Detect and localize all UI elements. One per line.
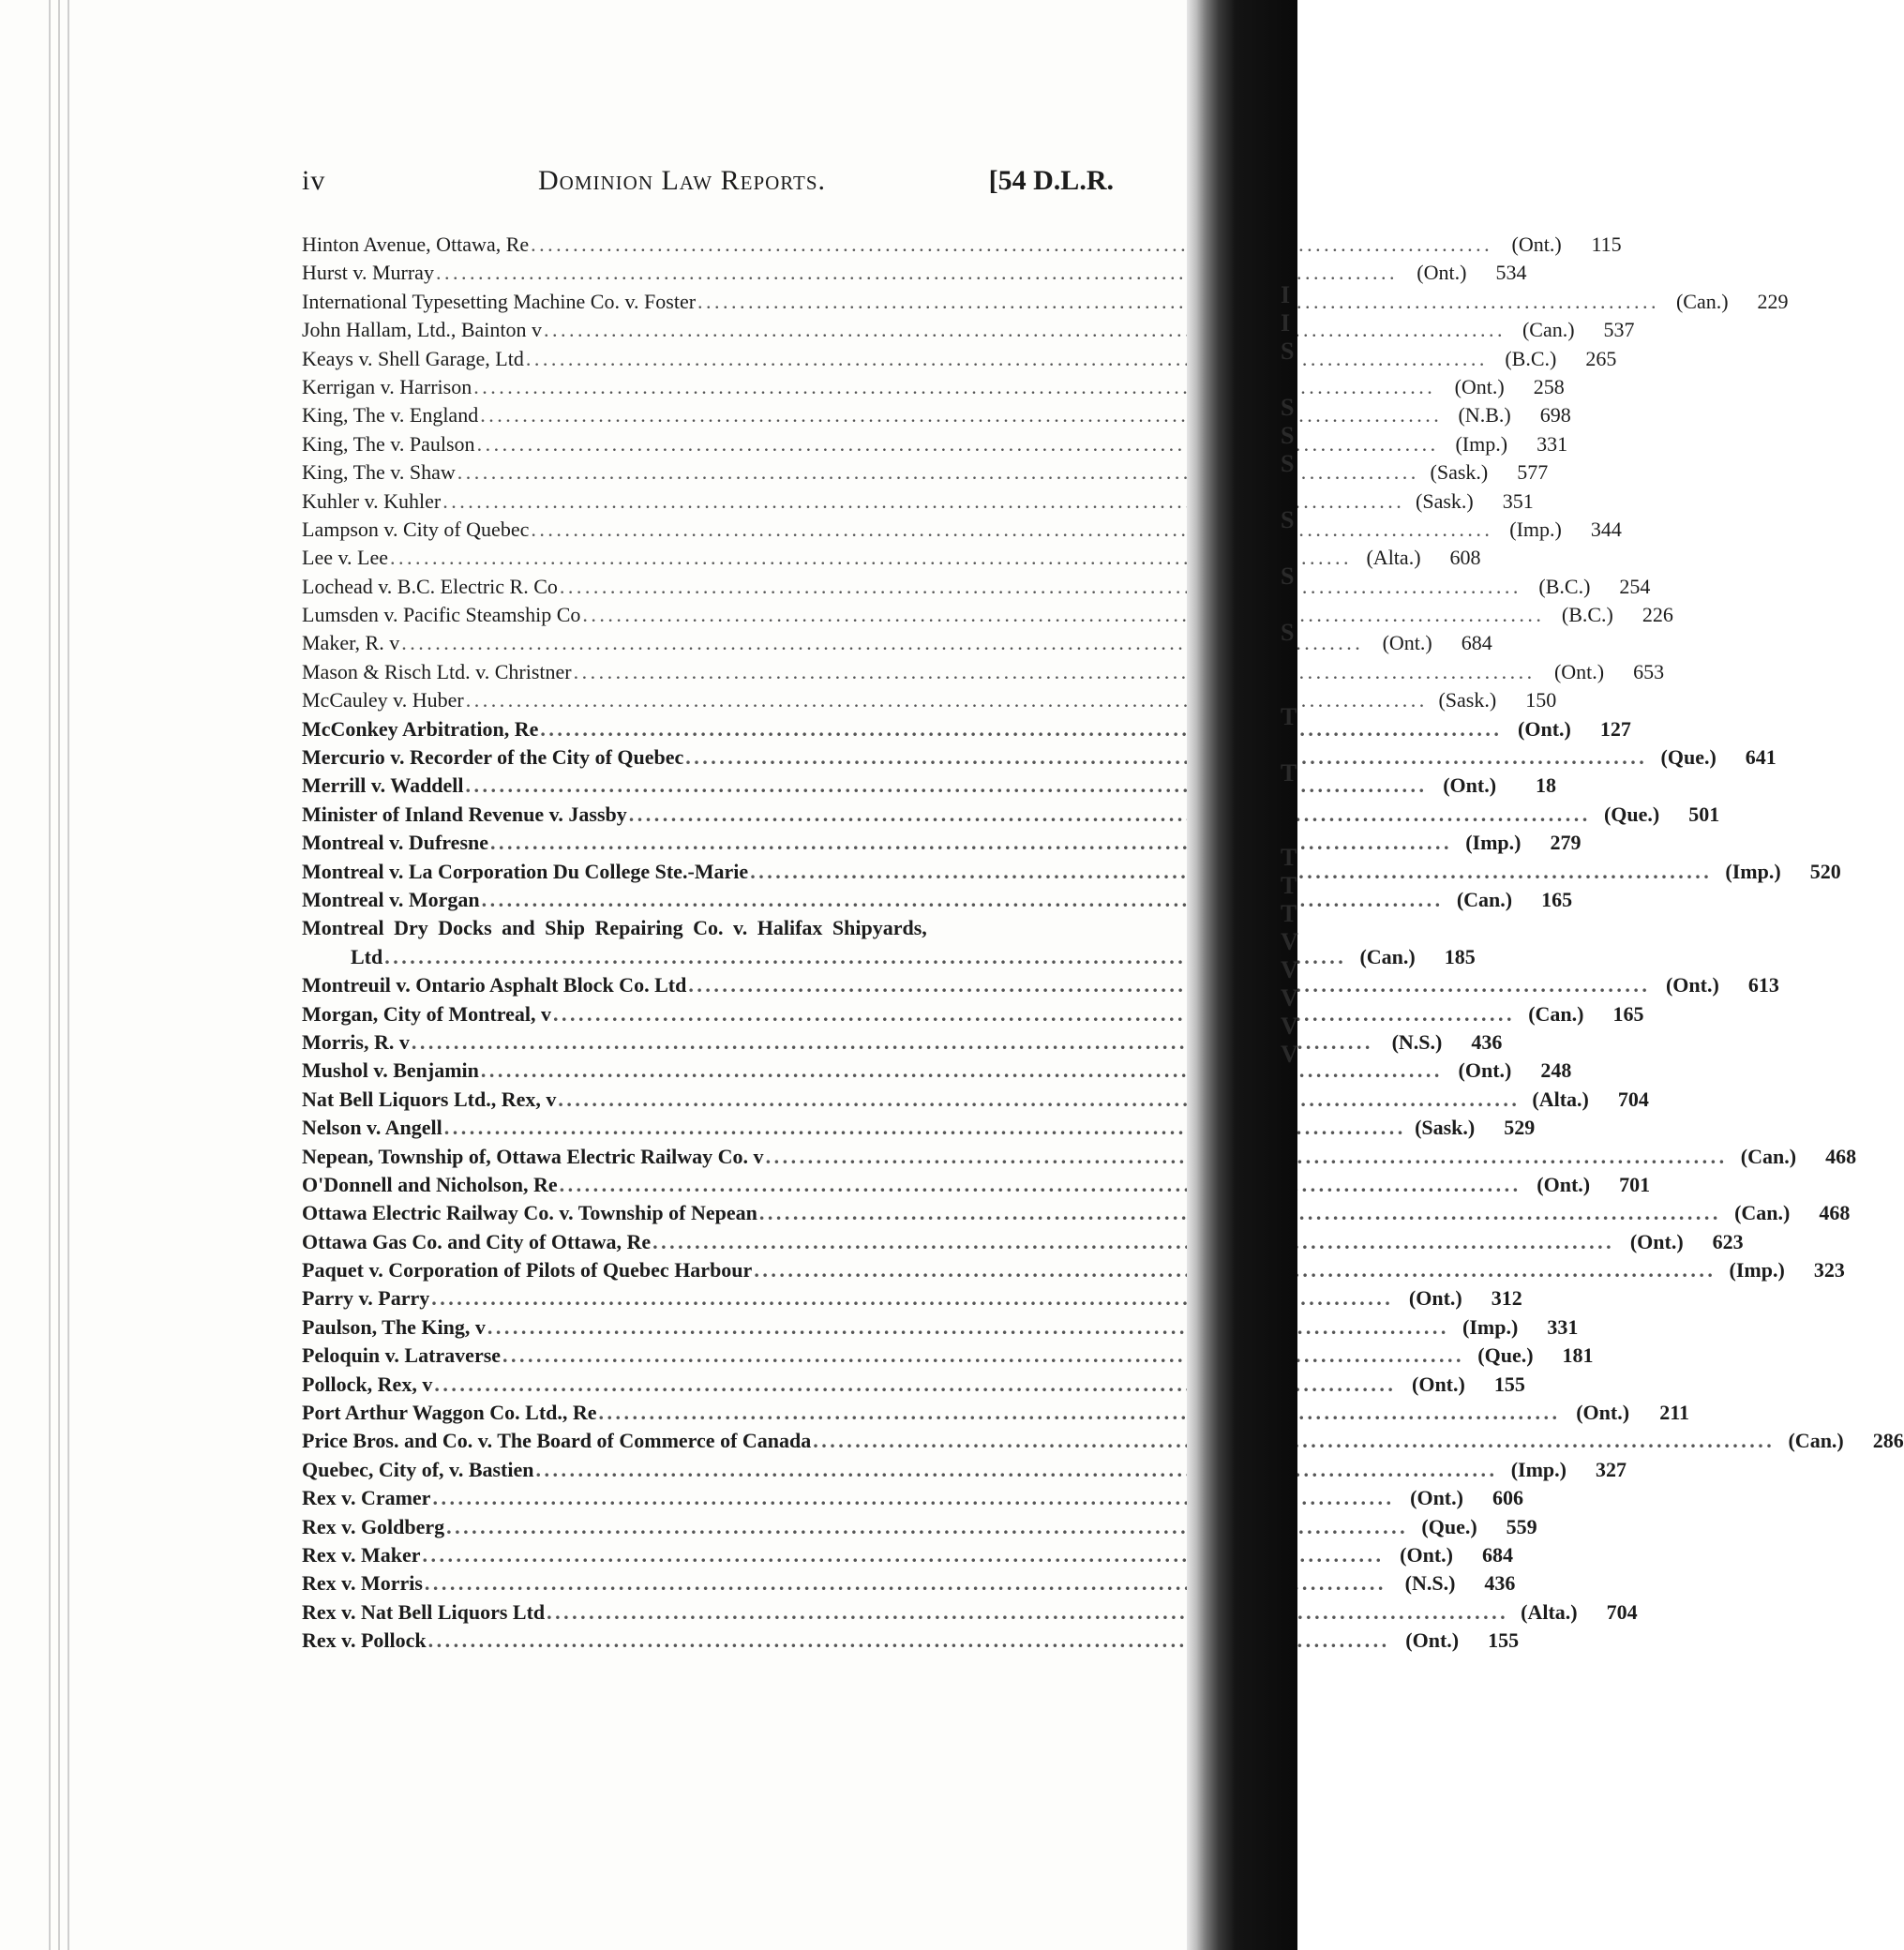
court-abbreviation: (B.C.) (1505, 346, 1557, 370)
dot-leader (688, 971, 1646, 999)
case-name: Rex v. Nat Bell Liquors Ltd (302, 1599, 546, 1624)
case-name: Montreal v. La Corporation Du College Ste.-Marie (302, 859, 749, 883)
court-abbreviation: (Ont.) (1405, 1628, 1460, 1653)
case-name: Ottawa Gas Co. and City of Ottawa, Re (302, 1229, 652, 1253)
index-entry (302, 516, 1622, 544)
page-number: 254 (1619, 574, 1651, 598)
index-entry (302, 458, 1549, 487)
court-abbreviation: (Que.) (1660, 745, 1717, 770)
index-entry (302, 401, 1571, 429)
scan-margin-line (49, 0, 51, 1950)
bleed-letter: S (1281, 450, 1295, 477)
bleed-letter: S (1281, 338, 1295, 365)
page-number: 248 (1540, 1058, 1572, 1083)
bleed-letter: V (1281, 1041, 1298, 1068)
table-of-cases (302, 231, 1904, 1656)
page-number: 436 (1471, 1029, 1503, 1054)
page-number: 501 (1688, 802, 1720, 826)
dot-leader (685, 743, 1643, 772)
court-abbreviation: (N.S.) (1391, 1029, 1443, 1054)
page-number: 653 (1633, 659, 1665, 683)
index-entry (302, 858, 1841, 886)
page-number: 436 (1484, 1571, 1516, 1596)
court-abbreviation: (Ont.) (1537, 1172, 1591, 1196)
court-abbreviation: (Ont.) (1417, 261, 1467, 285)
index-entry (302, 1086, 1649, 1114)
court-abbreviation: (B.C.) (1561, 603, 1613, 627)
case-name: Nelson v. Angell (302, 1116, 442, 1140)
dot-leader (558, 1086, 1516, 1114)
court-abbreviation: (Ont.) (1412, 1372, 1465, 1396)
page-number: 127 (1599, 716, 1631, 741)
case-name: Montreal Dry Docks and Ship Repairing Co. v. Halifax Shipyards, (302, 916, 927, 940)
index-entry (302, 943, 1476, 971)
index-entry (302, 345, 1617, 373)
page-number: 165 (1612, 1001, 1644, 1026)
bleed-letter: S (1281, 422, 1295, 449)
page-number: 613 (1747, 973, 1779, 998)
case-name: Port Arthur Waggon Co. Ltd., Re (302, 1401, 597, 1425)
page-number: 331 (1547, 1314, 1579, 1339)
dot-leader (490, 829, 1448, 857)
court-abbreviation: (Que.) (1603, 802, 1660, 826)
page-number: 537 (1603, 318, 1635, 342)
case-name: Rex v. Morris (302, 1571, 423, 1596)
index-entry (302, 1427, 1904, 1455)
case-name: Pollock, Rex, v (302, 1372, 433, 1396)
index-entry (302, 743, 1777, 772)
case-name: King, The v. Paulson (302, 431, 475, 456)
court-abbreviation: (Sask.) (1416, 488, 1474, 513)
page-number: 606 (1492, 1486, 1523, 1510)
court-abbreviation: (N.S.) (1404, 1571, 1456, 1596)
bleed-letter: S (1281, 394, 1295, 421)
case-name: Paquet v. Corporation of Pilots of Quebec Harbour (302, 1258, 753, 1282)
case-name: McCauley v. Huber (302, 688, 464, 712)
page-number: 165 (1541, 887, 1573, 911)
court-abbreviation: (Ont.) (1443, 773, 1497, 798)
index-entry (302, 1541, 1513, 1569)
court-abbreviation: (Can.) (1522, 318, 1575, 342)
court-abbreviation: (Sask.) (1438, 688, 1497, 712)
case-name: Quebec, City of, v. Bastien (302, 1457, 534, 1481)
page-number: 701 (1619, 1172, 1651, 1196)
case-name: Kerrigan v. Harrison (302, 374, 472, 398)
journal-title: Dominion Law Reports. (538, 165, 827, 196)
case-name: Morris, R. v (302, 1029, 410, 1054)
court-abbreviation: (Ont.) (1511, 232, 1562, 256)
running-head (302, 165, 1114, 202)
page-number: 150 (1525, 688, 1557, 712)
court-abbreviation: (Can.) (1734, 1201, 1791, 1225)
case-name: Lampson v. City of Quebec (302, 517, 530, 541)
court-abbreviation: (Imp.) (1465, 831, 1522, 855)
volume-reference: [54 D.L.R. (988, 165, 1114, 196)
court-abbreviation: (Ont.) (1410, 1486, 1463, 1510)
case-name: Ltd (351, 944, 383, 968)
bleed-letter: T (1281, 759, 1297, 787)
dot-leader (526, 345, 1484, 373)
page-number: 704 (1617, 1087, 1649, 1111)
bleed-letter: T (1281, 844, 1297, 871)
case-name: Peloquin v. Latraverse (302, 1343, 502, 1368)
index-entry (302, 488, 1534, 516)
page-number: 18 (1536, 773, 1557, 798)
case-name: Hurst v. Murray (302, 261, 434, 285)
case-name: King, The v. Shaw (302, 460, 456, 485)
page-number: 258 (1533, 374, 1565, 398)
court-abbreviation: (N.B.) (1458, 403, 1511, 428)
court-abbreviation: (Sask.) (1430, 460, 1489, 485)
index-entry (302, 1513, 1537, 1541)
court-abbreviation: (Ont.) (1576, 1401, 1630, 1425)
index-entry (302, 1598, 1638, 1627)
case-name: Lee v. Lee (302, 546, 389, 570)
index-entry (302, 1143, 1857, 1171)
page-number: 468 (1819, 1201, 1851, 1225)
court-abbreviation: (Que.) (1477, 1343, 1534, 1368)
page-number: 698 (1539, 403, 1571, 428)
case-name: Mushol v. Benjamin (302, 1058, 479, 1083)
court-abbreviation: (Can.) (1675, 289, 1729, 313)
index-entry (302, 1284, 1522, 1312)
dot-leader (574, 658, 1532, 686)
index-entry (302, 1456, 1627, 1484)
case-name: John Hallam, Ltd., Bainton v (302, 318, 543, 342)
dot-leader (487, 1313, 1446, 1342)
court-abbreviation: (Ont.) (1665, 973, 1719, 998)
court-abbreviation: (Alta.) (1521, 1599, 1578, 1624)
court-abbreviation: (Can.) (1528, 1001, 1584, 1026)
index-entry (302, 801, 1720, 829)
case-name: Nat Bell Liquors Ltd., Rex, v (302, 1087, 557, 1111)
case-name: Keays v. Shell Garage, Ltd (302, 346, 524, 370)
index-entry (302, 658, 1665, 686)
scan-margin-line (58, 0, 60, 1950)
page-number: 344 (1590, 517, 1622, 541)
page-number: 577 (1517, 460, 1549, 485)
bleed-letter: S (1281, 506, 1295, 533)
court-abbreviation: (Can.) (1788, 1429, 1844, 1453)
index-entry (302, 1057, 1572, 1085)
index-entry (302, 573, 1651, 601)
bleed-letter: T (1281, 703, 1297, 730)
page-number: 623 (1712, 1229, 1744, 1253)
court-abbreviation: (Ont.) (1553, 659, 1605, 683)
dot-leader (547, 1598, 1505, 1627)
index-entry (302, 1114, 1536, 1142)
index-entry (302, 686, 1557, 714)
case-name: Parry v. Parry (302, 1286, 430, 1311)
case-name: King, The v. England (302, 403, 479, 428)
page-number: 327 (1596, 1457, 1627, 1481)
case-name: International Typesetting Machine Co. v. Foster (302, 289, 697, 313)
page-number: 155 (1488, 1628, 1520, 1653)
page-number: 351 (1502, 488, 1534, 513)
case-name: Morgan, City of Montreal, v (302, 1001, 551, 1026)
index-entry (302, 772, 1557, 800)
case-name: Rex v. Pollock (302, 1628, 427, 1653)
case-name: Minister of Inland Revenue v. Jassby (302, 802, 627, 826)
bleed-letter: V (1281, 984, 1298, 1012)
court-abbreviation: (Ont.) (1518, 716, 1571, 741)
court-abbreviation: (Ont.) (1400, 1542, 1453, 1567)
court-abbreviation: (B.C.) (1538, 574, 1591, 598)
bleed-letter: I (1281, 309, 1291, 337)
bleed-letter: S (1281, 562, 1295, 590)
case-name: Ottawa Electric Railway Co. v. Township of Nepean (302, 1201, 757, 1225)
case-name: Montreal v. Dufresne (302, 831, 488, 855)
index-entry (302, 886, 1573, 914)
dot-leader (553, 1000, 1511, 1028)
index-entry (302, 601, 1673, 629)
index-entry (302, 1569, 1516, 1598)
case-name: McConkey Arbitration, Re (302, 716, 539, 741)
court-abbreviation: (Imp.) (1510, 1457, 1567, 1481)
index-entry (302, 316, 1635, 344)
page-number: 331 (1537, 431, 1568, 456)
index-entry (302, 1199, 1851, 1227)
dot-leader (599, 1399, 1557, 1427)
bleed-letter: I (1281, 281, 1291, 308)
case-name: Paulson, The King, v (302, 1314, 486, 1339)
page-folio: iv (302, 165, 326, 196)
index-entry (302, 1484, 1523, 1512)
court-abbreviation: (Ont.) (1629, 1229, 1684, 1253)
dot-leader (544, 316, 1502, 344)
index-entry (302, 1000, 1644, 1028)
court-abbreviation: (Imp.) (1455, 431, 1508, 456)
case-name: O'Donnell and Nicholson, Re (302, 1172, 558, 1196)
index-entry (302, 231, 1622, 259)
index-entry (302, 914, 1114, 942)
bleed-letter: V (1281, 928, 1298, 955)
index-entry (302, 1171, 1651, 1199)
court-abbreviation: (Imp.) (1725, 859, 1781, 883)
page-number: 226 (1642, 603, 1673, 627)
court-abbreviation: (Imp.) (1509, 517, 1562, 541)
index-entry (302, 629, 1492, 657)
scan-margin-line (67, 0, 69, 1950)
bleed-letter: V (1281, 956, 1298, 983)
court-abbreviation: (Can.) (1456, 887, 1513, 911)
page-number: 323 (1813, 1258, 1845, 1282)
index-entry (302, 1256, 1845, 1284)
index-entry (302, 544, 1481, 572)
page-number: 155 (1493, 1372, 1525, 1396)
court-abbreviation: (Sask.) (1415, 1116, 1476, 1140)
case-name: Price Bros. and Co. v. The Board of Commerce of Canada (302, 1429, 812, 1453)
court-abbreviation: (Que.) (1421, 1514, 1477, 1538)
court-abbreviation: (Ont.) (1408, 1286, 1462, 1311)
page-number: 211 (1659, 1401, 1690, 1425)
court-abbreviation: (Ont.) (1458, 1058, 1512, 1083)
bleed-letter: T (1281, 872, 1297, 899)
case-name: Nepean, Township of, Ottawa Electric Railway Co. v (302, 1144, 764, 1168)
court-abbreviation: (Alta.) (1366, 546, 1421, 570)
court-abbreviation: (Ont.) (1454, 374, 1505, 398)
bleed-letter: T (1281, 900, 1297, 927)
page-number: 704 (1606, 1599, 1638, 1624)
page-number: 115 (1591, 232, 1622, 256)
dot-leader (582, 601, 1540, 629)
case-name: Maker, R. v (302, 631, 400, 655)
case-name: Kuhler v. Kuhler (302, 488, 442, 513)
dot-leader (540, 715, 1498, 743)
page-number: 312 (1491, 1286, 1522, 1311)
page-number: 286 (1872, 1429, 1904, 1453)
index-entry (302, 259, 1527, 287)
page-number: 641 (1745, 745, 1777, 770)
page-number: 520 (1809, 859, 1841, 883)
index-entry (302, 430, 1568, 458)
dot-leader (531, 516, 1489, 544)
page-number: 684 (1481, 1542, 1513, 1567)
court-abbreviation: (Ont.) (1382, 631, 1432, 655)
case-name: Rex v. Cramer (302, 1486, 431, 1510)
bleed-letter: V (1281, 1012, 1298, 1040)
court-abbreviation: (Can.) (1740, 1144, 1797, 1168)
court-abbreviation: (Imp.) (1729, 1258, 1785, 1282)
case-name: Mercurio v. Recorder of the City of Quebec (302, 745, 684, 770)
case-name: Rex v. Maker (302, 1542, 421, 1567)
dot-leader (536, 1456, 1494, 1484)
dot-leader (502, 1342, 1461, 1370)
dot-leader (560, 573, 1518, 601)
index-entry (302, 1313, 1579, 1342)
index-entry (302, 288, 1789, 316)
page-number: 185 (1444, 944, 1476, 968)
court-abbreviation: (Can.) (1359, 944, 1416, 968)
index-entry (302, 971, 1779, 999)
index-entry (302, 1342, 1594, 1370)
case-name: Lumsden v. Pacific Steamship Co (302, 603, 581, 627)
page-number: 229 (1757, 289, 1789, 313)
case-name: Hinton Avenue, Ottawa, Re (302, 232, 530, 256)
dot-leader (629, 801, 1587, 829)
case-name: Rex v. Goldberg (302, 1514, 445, 1538)
case-name: Merrill v. Waddell (302, 773, 464, 798)
case-name: Lochead v. B.C. Electric R. Co (302, 574, 558, 598)
bleed-letter: S (1281, 619, 1295, 646)
dot-leader (697, 288, 1656, 316)
index-entry (302, 1627, 1520, 1655)
case-name: Montreal v. Morgan (302, 887, 480, 911)
court-abbreviation: (Imp.) (1462, 1314, 1519, 1339)
page-number: 265 (1585, 346, 1617, 370)
page-number: 279 (1550, 831, 1582, 855)
page-number: 529 (1504, 1116, 1536, 1140)
page-number: 181 (1562, 1343, 1594, 1368)
index-entry (302, 1371, 1525, 1399)
index-entry (302, 1399, 1690, 1427)
case-name: Mason & Risch Ltd. v. Christner (302, 659, 572, 683)
page-number: 684 (1461, 631, 1492, 655)
index-entry (302, 373, 1565, 401)
dot-leader (652, 1228, 1611, 1256)
index-entry (302, 1228, 1744, 1256)
index-entry (302, 829, 1582, 857)
page-number: 559 (1506, 1514, 1537, 1538)
index-entry (302, 1028, 1503, 1057)
dot-leader (560, 1171, 1518, 1199)
case-name: Montreuil v. Ontario Asphalt Block Co. Ltd (302, 973, 687, 998)
page-number: 534 (1495, 261, 1527, 285)
page-number: 468 (1825, 1144, 1857, 1168)
court-abbreviation: (Alta.) (1532, 1087, 1589, 1111)
page-number: 608 (1449, 546, 1481, 570)
dot-leader (531, 231, 1489, 259)
index-entry (302, 715, 1631, 743)
